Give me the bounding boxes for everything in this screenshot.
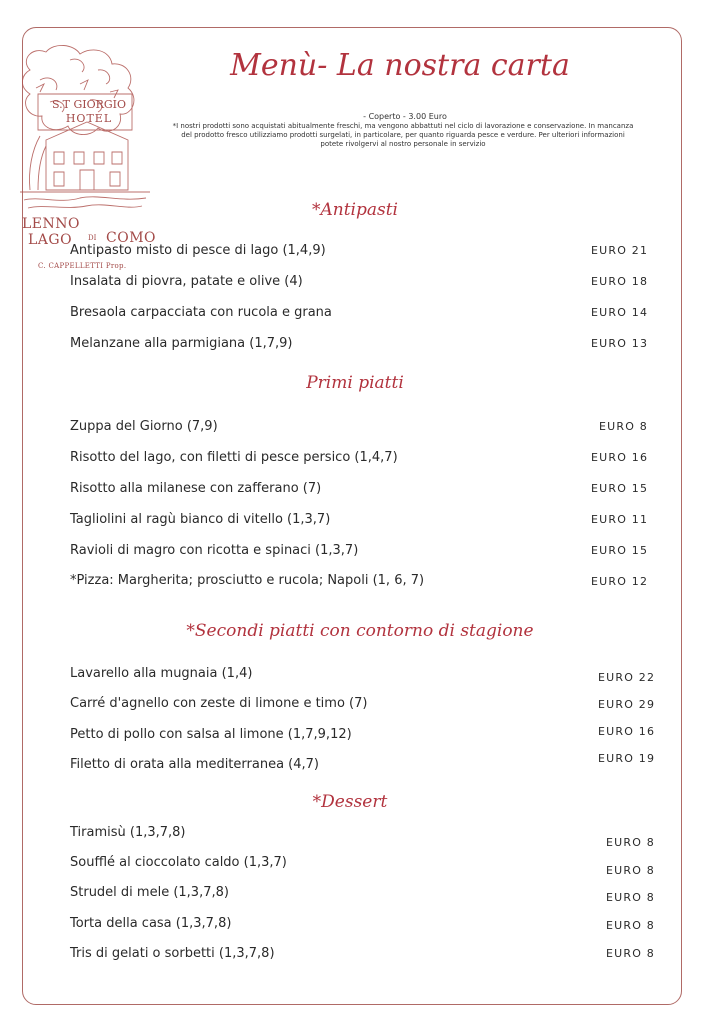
- menu-item: Lavarello alla mugnaia (1,4): [70, 666, 253, 681]
- menu-item: Risotto del lago, con filetti di pesce persico (1,4,7): [70, 450, 398, 465]
- menu-item-price: EURO 16: [598, 725, 656, 738]
- menu-item-price: EURO 19: [598, 752, 656, 765]
- menu-item-price: EURO 8: [606, 919, 655, 932]
- fresh-products-notice: *I nostri prodotti sono acquistati abitualmente freschi, ma vengono abbattuti nel ciclo di lavorazione e conservazione. In mancanza del prodotto fresco utilizziamo prodotti surgelati, in particolare, per quanto riguarda pesce e verdure. Per ulteriori informazioni potete rivolgervi al nostro personale in servizio: [172, 122, 634, 148]
- logo-lago: LAGO: [28, 232, 73, 248]
- menu-item: Torta della casa (1,3,7,8): [70, 916, 232, 931]
- logo-como: COMO: [106, 230, 157, 246]
- menu-item-price: EURO 15: [591, 544, 649, 557]
- menu-item: *Pizza: Margherita; prosciutto e rucola; Napoli (1, 6, 7): [70, 573, 425, 588]
- logo-illustration: [10, 40, 160, 235]
- menu-item-price: EURO 22: [598, 671, 656, 684]
- menu-item: Zuppa del Giorno (7,9): [70, 419, 218, 434]
- menu-item: Tiramisù (1,3,7,8): [70, 825, 186, 840]
- menu-item-price: EURO 8: [606, 947, 655, 960]
- menu-title: Menù- La nostra carta: [230, 48, 570, 83]
- menu-item: Insalata di piovra, patate e olive (4): [70, 274, 303, 289]
- menu-item: Tris di gelati o sorbetti (1,3,7,8): [70, 946, 275, 961]
- menu-item: Soufflé al cioccolato caldo (1,3,7): [70, 855, 287, 870]
- menu-item-price: EURO 29: [598, 698, 656, 711]
- menu-item-price: EURO 14: [591, 306, 649, 319]
- menu-item-price: EURO 15: [591, 482, 649, 495]
- section-title-dessert: *Dessert: [312, 792, 388, 812]
- menu-item-price: EURO 8: [606, 891, 655, 904]
- menu-item-price: EURO 18: [591, 275, 649, 288]
- menu-item-price: EURO 16: [591, 451, 649, 464]
- menu-item: Tagliolini al ragù bianco di vitello (1,3,7): [70, 512, 331, 527]
- menu-item: Carré d'agnello con zeste di limone e timo (7): [70, 696, 368, 711]
- menu-item: Melanzane alla parmigiana (1,7,9): [70, 336, 293, 351]
- menu-item-price: EURO 8: [606, 864, 655, 877]
- section-title-primi: Primi piatti: [306, 373, 404, 393]
- menu-item: Strudel di mele (1,3,7,8): [70, 885, 229, 900]
- menu-item-price: EURO 21: [591, 244, 649, 257]
- menu-item-price: EURO 13: [591, 337, 649, 350]
- menu-item-price: EURO 8: [599, 420, 648, 433]
- menu-item: Ravioli di magro con ricotta e spinaci (1,3,7): [70, 543, 359, 558]
- menu-item-price: EURO 12: [591, 575, 649, 588]
- coperto-note: - Coperto - 3.00 Euro: [363, 112, 447, 121]
- logo-hotel-word: HOTEL: [65, 112, 113, 125]
- logo-di: DI: [88, 234, 97, 242]
- menu-item: Risotto alla milanese con zafferano (7): [70, 481, 322, 496]
- logo-lenno: LENNO: [22, 216, 80, 232]
- logo-hotel-name: S.T GIORGIO: [51, 98, 127, 111]
- logo-proprietor: C. CAPPELLETTI Prop.: [38, 262, 127, 270]
- menu-item: Filetto di orata alla mediterranea (4,7): [70, 757, 319, 772]
- section-title-antipasti: *Antipasti: [311, 200, 398, 220]
- hotel-logo: [10, 40, 160, 270]
- menu-item: Antipasto misto di pesce di lago (1,4,9): [70, 243, 326, 258]
- menu-item: Petto di pollo con salsa al limone (1,7,9,12): [70, 727, 352, 742]
- menu-item-price: EURO 11: [591, 513, 649, 526]
- menu-item: Bresaola carpacciata con rucola e grana: [70, 305, 332, 320]
- menu-item-price: EURO 8: [606, 836, 655, 849]
- section-title-secondi: *Secondi piatti con contorno di stagione: [186, 621, 534, 641]
